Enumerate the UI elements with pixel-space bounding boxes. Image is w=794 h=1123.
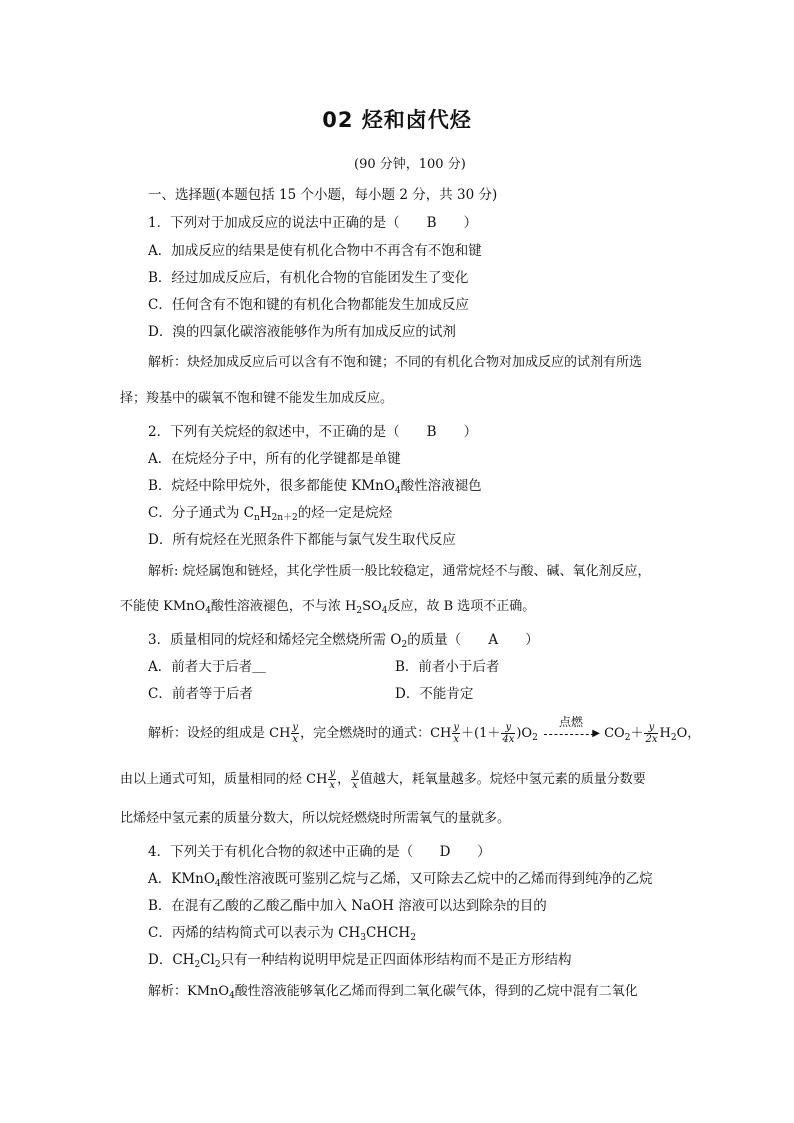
analysis-text: 反应，故 B 选项不正确。 <box>387 599 536 614</box>
question-1-answer: B <box>426 215 437 231</box>
option-text: H <box>259 505 272 521</box>
subscript: 2 <box>532 733 538 743</box>
subscript: 4 <box>229 991 235 1001</box>
reaction-condition: 点燃 <box>558 714 583 729</box>
analysis-text: SO <box>362 599 382 614</box>
subscript: 2 <box>401 640 408 650</box>
question-4-answer: D <box>439 844 451 860</box>
analysis-text: H <box>659 726 671 741</box>
fraction-y-over-2x <box>644 722 658 745</box>
analysis-text: 解析：KMnO <box>148 984 230 999</box>
question-2-option-b <box>148 477 482 500</box>
analysis-text: 解析：设烃的组成是 CH <box>148 726 291 741</box>
analysis-text: 值越大，耗氧量越多。烷烃中氢元素的质量分数要 <box>359 772 646 787</box>
analysis-text: ，完全燃烧时的通式：CH <box>300 726 452 741</box>
subscript: n <box>253 513 260 523</box>
subscript: 2 <box>624 733 631 743</box>
question-4-option-a <box>148 870 653 893</box>
fraction-numerator: y <box>505 722 512 733</box>
option-text: 酸性溶液既可鉴别乙烷与乙烯，又可除去乙烷中的乙烯而得到纯净的乙烷 <box>220 871 653 887</box>
question-2-analysis-line-2 <box>120 598 535 620</box>
question-3-stem <box>148 631 539 654</box>
subscript: 2n＋2 <box>271 513 298 523</box>
option-text: 的烃一定是烷烃 <box>297 505 393 521</box>
option-text: D．CH <box>148 952 195 968</box>
option-text: CHCH <box>365 925 411 941</box>
question-3-option-d: D．不能肯定 <box>395 686 474 702</box>
fraction-y-over-4x <box>501 722 515 745</box>
question-1-option-d: D．溴的四氯化碳溶液能够作为所有加成反应的试剂 <box>148 324 456 340</box>
analysis-text: 不能使 KMnO <box>120 599 206 614</box>
subscript: 4 <box>381 606 388 616</box>
question-4-text: 4．下列关于有机化合物的叙述中正确的是（ <box>148 844 414 860</box>
option-text: C．丙烯的结构简式可以表示为 CH <box>148 925 361 941</box>
fraction-y-over-x <box>351 768 359 791</box>
question-1-analysis-line-1: 解析：炔烃加成反应后可以含有不饱和键；不同的有机化合物对加成反应的试剂有所选 <box>148 355 643 370</box>
question-2-option-c <box>148 504 392 527</box>
subscript: 2 <box>356 606 363 616</box>
question-3-answer: A <box>488 632 499 648</box>
analysis-text: )O <box>516 726 533 741</box>
option-text: Cl <box>200 952 215 968</box>
question-1-analysis-line-2: 择；羧基中的碳氧不饱和键不能发生加成反应。 <box>120 391 394 406</box>
subscript: 2 <box>194 960 201 970</box>
question-4-option-c <box>148 924 416 947</box>
question-4-stem <box>148 843 491 861</box>
analysis-text: ＋(1＋ <box>461 726 501 741</box>
fraction-denominator: x <box>329 780 336 791</box>
fraction-denominator: x <box>352 780 358 791</box>
analysis-text: O， <box>676 726 701 741</box>
question-1-close: ） <box>463 215 478 231</box>
fraction-denominator: x <box>292 734 299 745</box>
question-1-text: 1．下列对于加成反应的说法中正确的是（ <box>148 215 400 231</box>
question-2-analysis-line-1: 解析: 烷烃属饱和链烃，其化学性质一般比较稳定，通常烷烃不与酸、碱、氧化剂反应， <box>148 564 651 579</box>
question-1-option-c: C．任何含有不饱和键的有机化合物都能发生加成反应 <box>148 297 469 313</box>
analysis-text: CO <box>604 726 625 741</box>
question-1-option-b: B．经过加成反应后，有机化合物的官能团发生了变化 <box>148 270 469 286</box>
subscript: 2 <box>670 733 677 743</box>
question-4-option-d <box>148 951 572 974</box>
question-4-option-b: B．在混有乙酸的乙酸乙酯中加入 NaOH 溶液可以达到除杂的目的 <box>148 898 547 914</box>
analysis-text: 酸性溶液能够氧化乙烯而得到二氧化碳气体，得到的乙烷中混有二氧化 <box>234 984 638 999</box>
question-2-answer: B <box>426 424 437 440</box>
fraction-y-over-x <box>452 722 460 745</box>
analysis-text: 由以上通式可知，质量相同的烃 CH <box>120 772 328 787</box>
option-text: A．KMnO <box>148 871 215 887</box>
fraction-denominator: 2x <box>645 734 658 745</box>
fraction-numerator: y <box>453 722 459 733</box>
question-3-option-b: B．前者小于后者 <box>395 659 500 675</box>
question-3-analysis-line-1 <box>148 714 701 747</box>
reaction-arrow-icon: 点燃 ▶ <box>542 725 600 743</box>
question-3-option-a: A．前者大于后者＿ <box>148 659 266 675</box>
question-1-option-a: A．加成反应的结果是使有机化合物中不再含有不饱和键 <box>148 243 482 259</box>
analysis-text: 酸性溶液褪色，不与浓 H <box>210 599 357 614</box>
question-3-analysis-line-2 <box>120 768 646 791</box>
subscript: 4 <box>205 606 211 616</box>
subscript: 4 <box>394 486 401 496</box>
question-3-text: 3．质量相同的烷烃和烯烃完全燃烧所需 O <box>148 632 402 648</box>
subscript: 2 <box>410 933 416 943</box>
question-3-text: 的质量（ <box>407 632 462 648</box>
fraction-y-over-x <box>328 768 336 791</box>
question-2-text: 2．下列有关烷烃的叙述中，不正确的是（ <box>148 424 400 440</box>
fraction-numerator: y <box>329 768 336 779</box>
option-text: 酸性溶液褪色 <box>400 478 482 494</box>
subscript: 2 <box>214 960 221 970</box>
question-3-analysis-line-3: 比烯烃中氢元素的质量分数大，所以烷烃燃烧时所需氧气的量就多。 <box>120 811 511 826</box>
fraction-numerator: y <box>292 722 299 733</box>
page-title: 02 烃和卤代烃 <box>322 108 472 132</box>
question-1-stem <box>148 214 477 232</box>
option-text: B．烷烃中除甲烷外，很多都能使 KMnO <box>148 478 395 494</box>
question-4-close: ） <box>477 844 491 860</box>
fraction-denominator: 4x <box>502 734 515 745</box>
exam-meta: (90 分钟，100 分) <box>354 157 466 172</box>
option-text: 只有一种结构说明甲烷是正四面体形结构而不是正方形结构 <box>220 952 572 968</box>
section-heading: 一、选择题(本题包括 15 个小题，每小题 2 分，共 30 分) <box>148 187 498 203</box>
fraction-y-over-x <box>291 722 299 745</box>
question-2-option-a: A．在烷烃分子中，所有的化学键都是单键 <box>148 451 401 467</box>
question-2-stem <box>148 423 477 441</box>
analysis-text: ＋ <box>630 726 644 741</box>
fraction-numerator: y <box>352 768 358 779</box>
question-4-analysis-line-1 <box>148 983 638 1005</box>
analysis-text: ， <box>337 772 351 787</box>
question-3-option-c: C．前者等于后者 <box>148 686 253 702</box>
question-3-close: ） <box>525 632 539 648</box>
question-2-close: ） <box>463 424 478 440</box>
question-2-option-d: D．所有烷烃在光照条件下都能与氯气发生取代反应 <box>148 532 456 548</box>
subscript: 3 <box>360 933 366 943</box>
subscript: 4 <box>214 879 221 889</box>
fraction-numerator: y <box>648 722 655 733</box>
fraction-denominator: x <box>453 734 459 745</box>
option-text: C．分子通式为 C <box>148 505 254 521</box>
